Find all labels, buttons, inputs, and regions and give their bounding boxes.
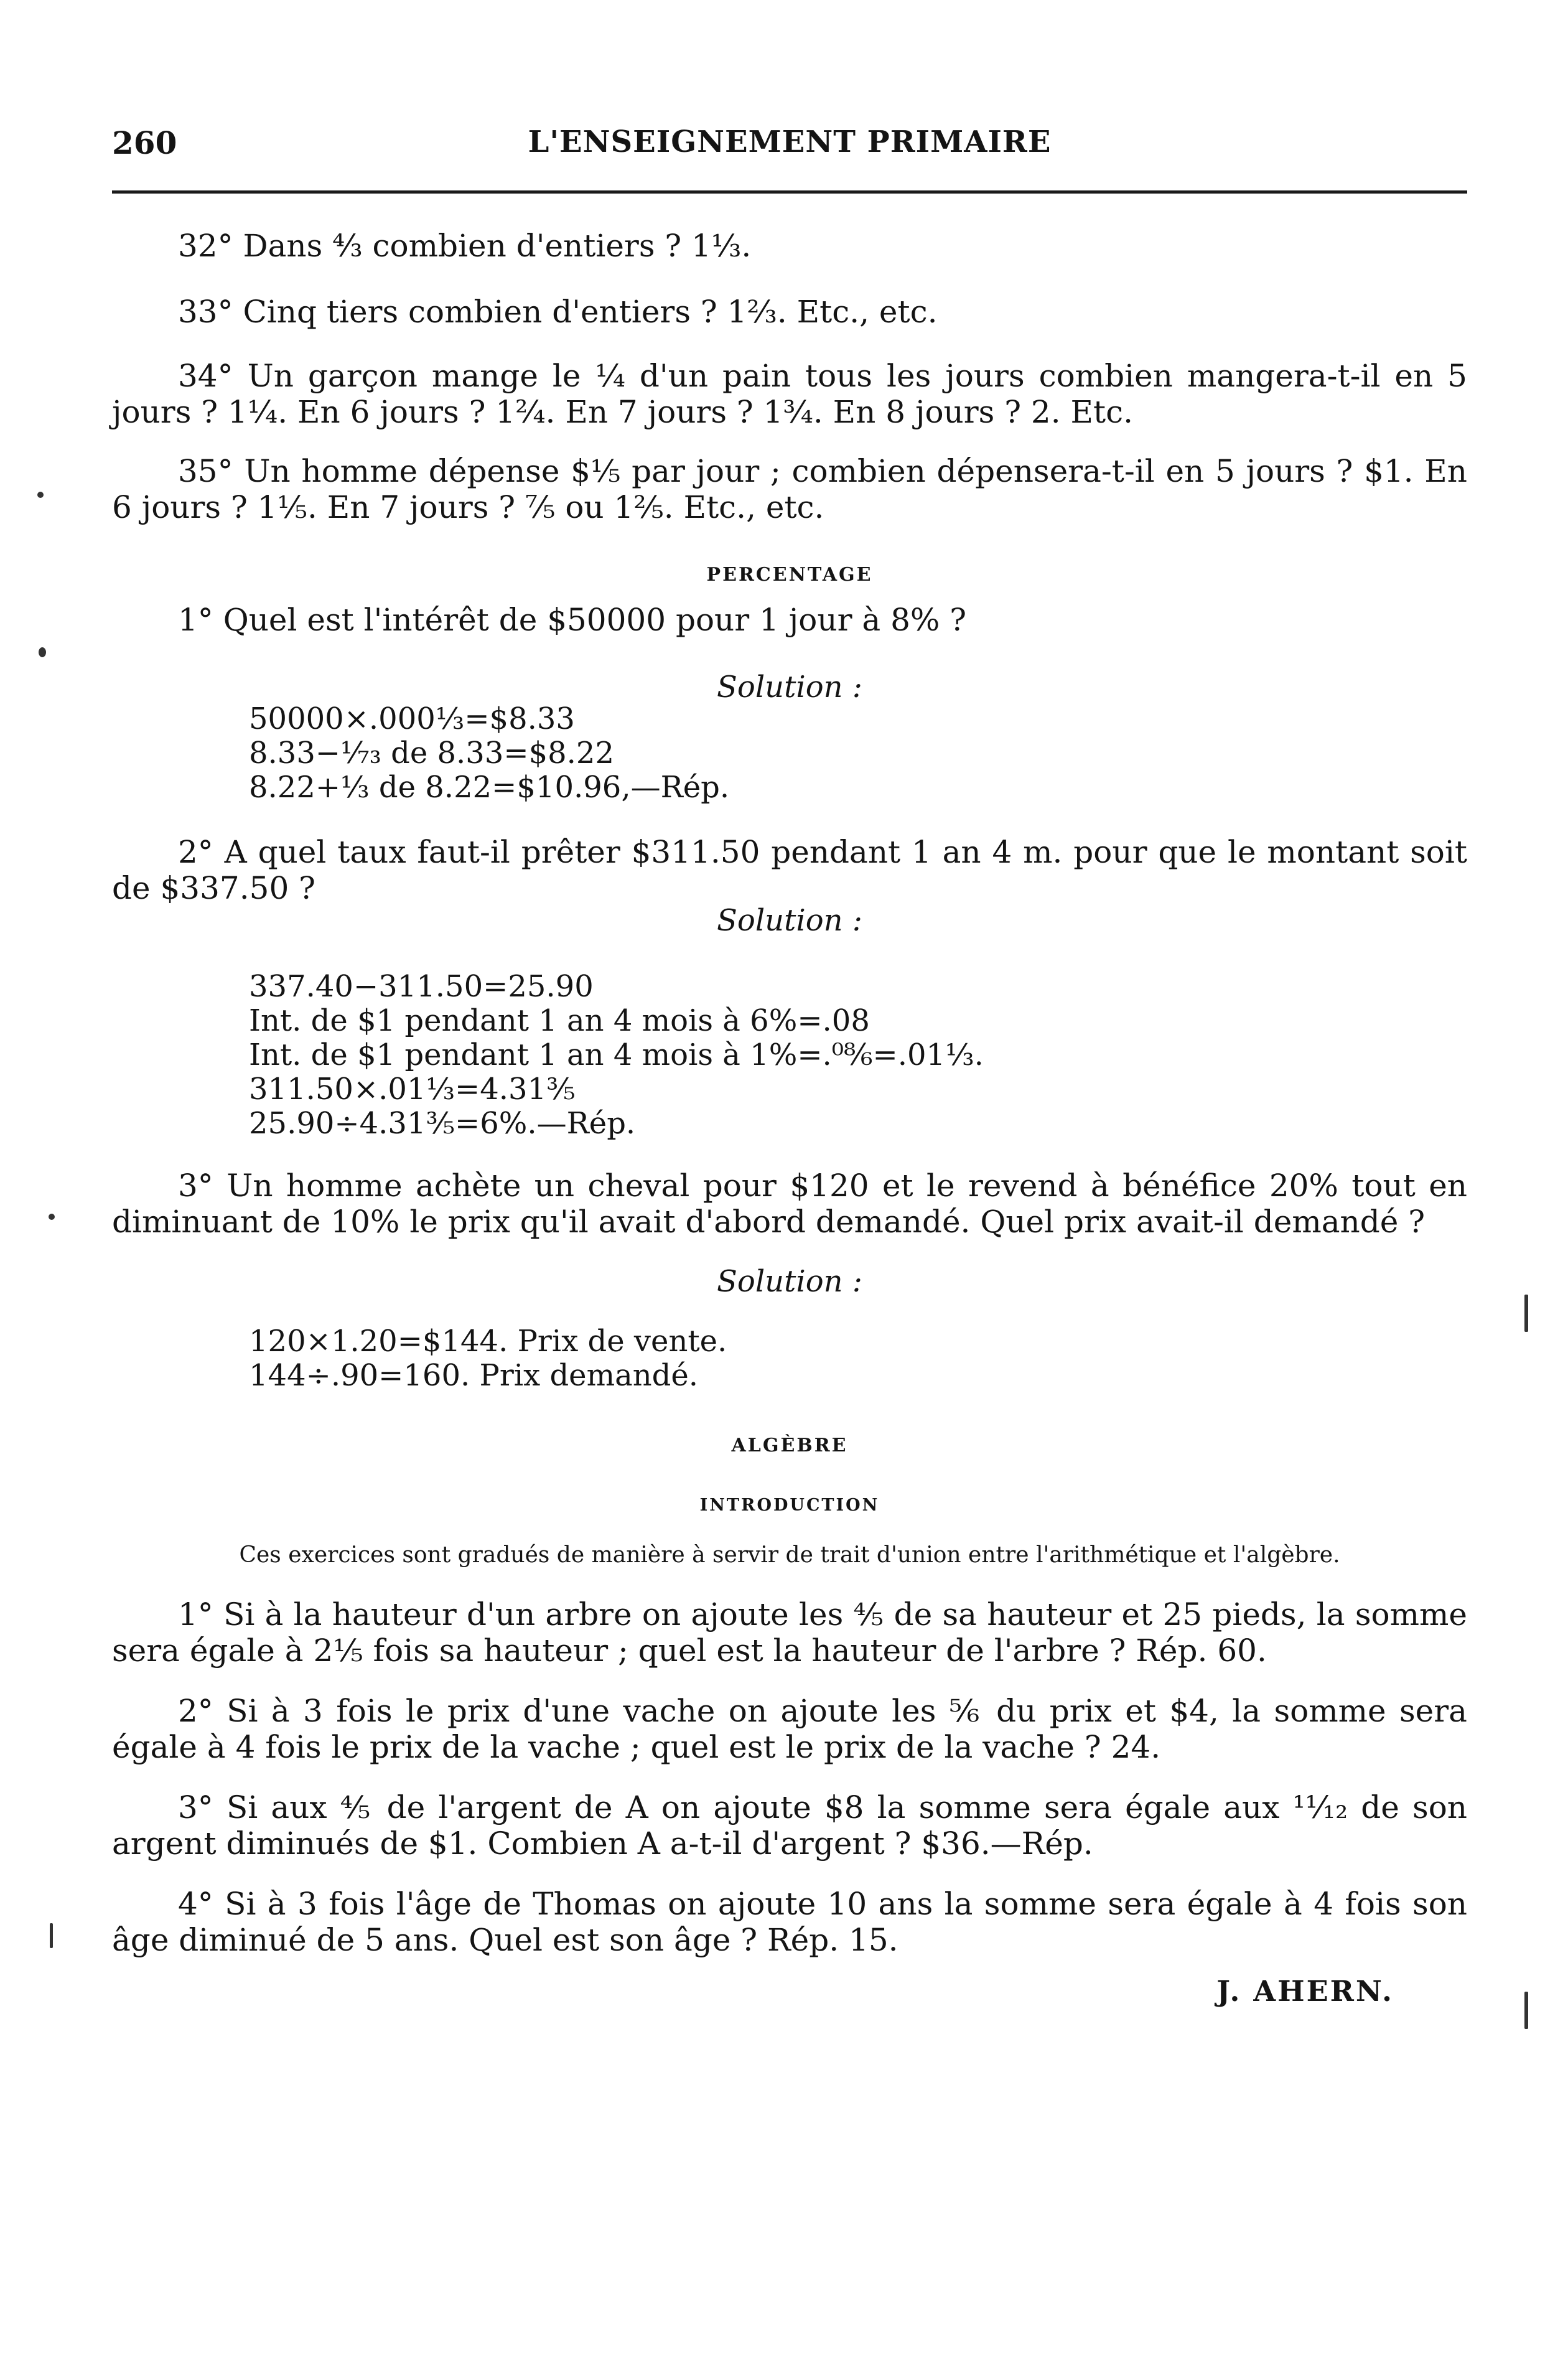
scan-speck — [39, 647, 46, 657]
algebra-question-4: 4° Si à 3 fois l'âge de Thomas on ajoute 10 ans la somme sera égale à 4 fois son âge diminué de 5 ans. Quel est son âge ? Rép. 15. — [112, 1886, 1467, 1958]
section-heading-algebre: ALGÈBRE — [731, 1435, 848, 1456]
percentage-problem-2: 2° A quel taux faut-il prêter $311.50 pendant 1 an 4 m. pour que le montant soit de $337.50 ? — [112, 834, 1467, 906]
scan-speck — [37, 492, 44, 498]
work-line: 25.90÷4.31⅗=6%.—Rép. — [249, 1106, 636, 1141]
introduction-text: Ces exercices sont gradués de manière à servir de trait d'union entre l'arithmétique et l'algèbre. — [239, 1542, 1340, 1568]
algebra-question-2: 2° Si à 3 fois le prix d'une vache on ajoute les ⅚ du prix et $4, la somme sera égale à 4 fois le prix de la vache ; quel est le prix de la vache ? 24. — [112, 1693, 1467, 1765]
solution-label-3: Solution : — [717, 1264, 862, 1299]
work-line: 8.22+⅓ de 8.22=$10.96,—Rép. — [249, 770, 730, 805]
subheading-introduction: INTRODUCTION — [699, 1496, 880, 1515]
page-number: 260 — [112, 124, 177, 161]
work-line: 311.50×.01⅓=4.31⅗ — [249, 1072, 576, 1107]
work-line: 337.40−311.50=25.90 — [249, 969, 594, 1004]
scan-speck — [50, 1923, 53, 1948]
percentage-problem-3: 3° Un homme achète un cheval pour $120 et le revend à bénéfice 20% tout en diminuant de 10% le prix qu'il avait d'abord demandé. Quel prix avait-il demandé ? — [112, 1168, 1467, 1240]
work-line: 120×1.20=$144. Prix de vente. — [249, 1324, 727, 1359]
running-title: L'ENSEIGNEMENT PRIMAIRE — [528, 124, 1052, 159]
scan-speck — [1524, 1992, 1528, 2029]
algebra-question-3: 3° Si aux ⅘ de l'argent de A on ajoute $8 la somme sera égale aux ¹¹⁄₁₂ de son argent diminués de $1. Combien A a-t-il d'argent ? $36.—Rép. — [112, 1789, 1467, 1862]
section-heading-percentage: PERCENTAGE — [706, 564, 873, 586]
question-32: 32° Dans ⁴⁄₃ combien d'entiers ? 1⅓. — [178, 228, 752, 264]
work-line: Int. de $1 pendant 1 an 4 mois à 6%=.08 — [249, 1003, 870, 1038]
question-35: 35° Un homme dépense $⅕ par jour ; combien dépensera-t-il en 5 jours ? $1. En 6 jours ? 1⅕. En 7 jours ? ⁷⁄₅ ou 1⅖. Etc., etc. — [112, 453, 1467, 525]
solution-label-2: Solution : — [717, 903, 862, 938]
percentage-problem-1: 1° Quel est l'intérêt de $50000 pour 1 jour à 8% ? — [178, 602, 967, 638]
scan-speck — [1524, 1295, 1528, 1332]
work-line: 8.33−¹⁄₇₃ de 8.33=$8.22 — [249, 736, 614, 771]
work-line: 144÷.90=160. Prix demandé. — [249, 1358, 699, 1393]
work-line: Int. de $1 pendant 1 an 4 mois à 1%=.⁰⁸⁄₆=.01⅓. — [249, 1038, 984, 1072]
author-signature: J. AHERN. — [1216, 1974, 1394, 2008]
work-line: 50000×.000⅓=$8.33 — [249, 701, 575, 736]
algebra-question-1: 1° Si à la hauteur d'un arbre on ajoute les ⅘ de sa hauteur et 25 pieds, la somme sera égale à 2⅕ fois sa hauteur ; quel est la hauteur de l'arbre ? Rép. 60. — [112, 1596, 1467, 1669]
solution-label-1: Solution : — [717, 670, 862, 705]
question-34: 34° Un garçon mange le ¼ d'un pain tous les jours combien mangera-t-il en 5 jours ? 1¼. En 6 jours ? 1²⁄₄. En 7 jours ? 1¾. En 8 jours ? 2. Etc. — [112, 358, 1467, 430]
question-33: 33° Cinq tiers combien d'entiers ? 1⅔. Etc., etc. — [178, 294, 938, 330]
scan-speck — [49, 1214, 55, 1220]
